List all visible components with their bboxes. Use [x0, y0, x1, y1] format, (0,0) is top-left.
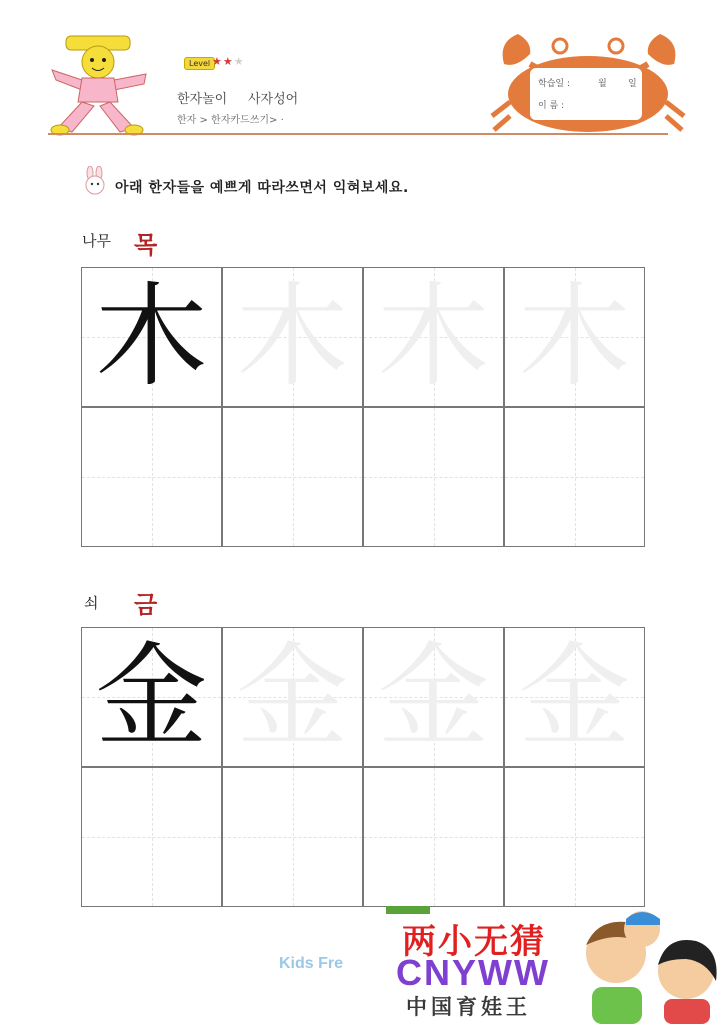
trace-hanja: 金 [518, 632, 631, 762]
model-hanja: 金 [95, 632, 208, 762]
section2-meaning: 쇠 [84, 594, 99, 612]
trace-cell[interactable] [504, 267, 645, 407]
trace-hanja: 木 [377, 272, 490, 402]
level-badge: Level [184, 57, 215, 70]
level-stars [212, 55, 245, 68]
trace-cell[interactable] [222, 267, 363, 407]
star-empty-icon: ★ [233, 55, 245, 68]
practice-cell[interactable] [81, 767, 222, 907]
trace-hanja: 木 [518, 272, 631, 402]
month-label: 월 [598, 79, 607, 89]
trace-hanja: 金 [377, 632, 490, 762]
practice-cell[interactable] [222, 767, 363, 907]
practice-cell[interactable] [363, 767, 504, 907]
section1-meaning: 나무 [82, 232, 111, 250]
trace-cell[interactable] [363, 267, 504, 407]
watermark-line1: 两小无猜 [402, 923, 546, 961]
children-illustration [570, 905, 724, 1024]
trace-cell[interactable] [504, 627, 645, 767]
watermark-bar [386, 906, 430, 914]
day-label: 일 [628, 79, 637, 89]
model-cell [81, 267, 222, 407]
hanja-mascot-illustration [48, 28, 158, 138]
student-info-board [528, 66, 644, 122]
practice-cell[interactable] [504, 407, 645, 547]
instruction-text: 아래 한자들을 예쁘게 따라쓰면서 익혀보세요. [115, 180, 409, 196]
practice-cell[interactable] [363, 407, 504, 547]
model-hanja: 木 [95, 272, 208, 402]
page-subtitle: 사자성어 [248, 92, 299, 107]
practice-cell[interactable] [504, 767, 645, 907]
trace-hanja: 木 [236, 272, 349, 402]
trace-hanja: 金 [236, 632, 349, 762]
name-label: 이 름 : [538, 101, 565, 111]
star-filled-icon: ★ [212, 55, 223, 68]
breadcrumb: 한자 > 한자카드쓰기> · [177, 115, 284, 126]
page-title: 한자놀이 [177, 92, 228, 107]
trace-cell[interactable] [222, 627, 363, 767]
model-cell [81, 627, 222, 767]
study-date-label: 학습일 : [538, 79, 570, 89]
star-filled-icon: ★ [222, 55, 234, 68]
trace-cell[interactable] [363, 627, 504, 767]
section2-reading: 금 [134, 591, 158, 619]
watermark-line3: 中国育娃王 [406, 996, 531, 1019]
section1-reading: 목 [134, 231, 158, 259]
practice-cell[interactable] [81, 407, 222, 547]
kids-logo: Kids Fre [279, 955, 344, 972]
bunny-icon [80, 166, 110, 196]
practice-cell[interactable] [222, 407, 363, 547]
watermark-line2: CNYWW [396, 952, 550, 993]
